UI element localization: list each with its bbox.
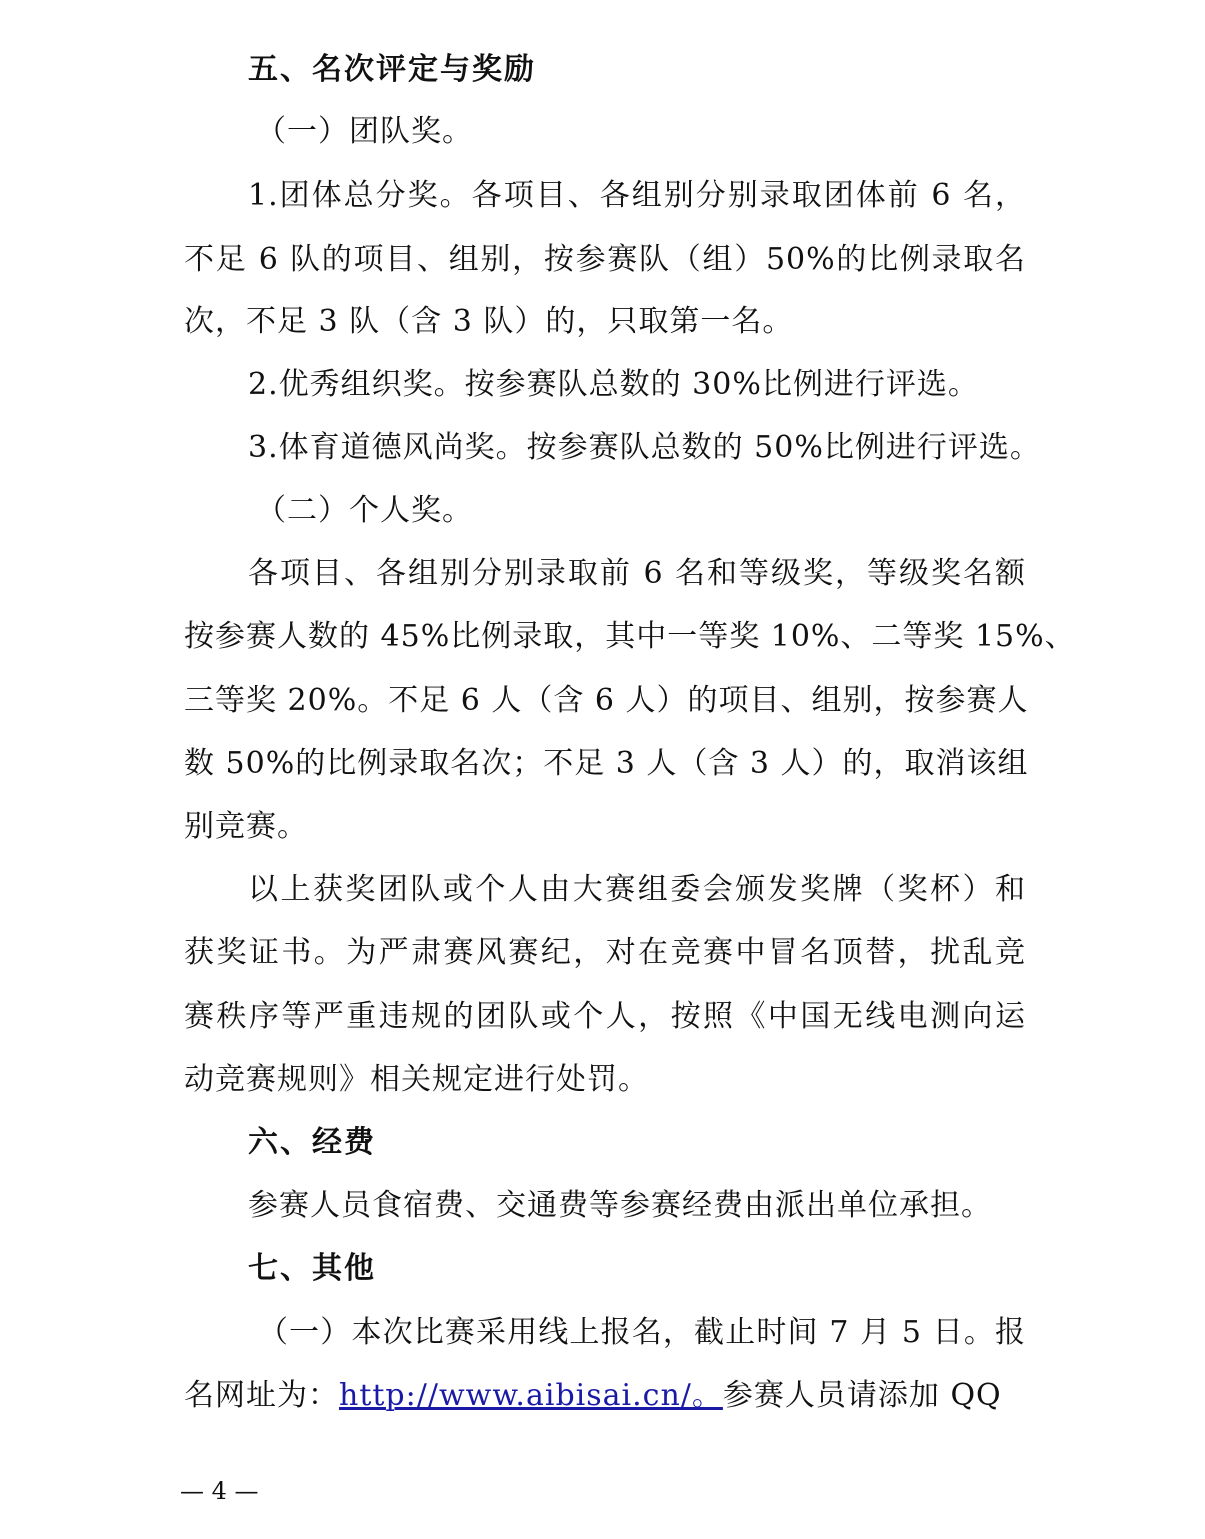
award-paragraph-line3: 赛秩序等严重违规的团队或个人，按照《中国无线电测向运: [184, 999, 1026, 1034]
funding-paragraph: 参赛人员食宿费、交通费等参赛经费由派出单位承担。: [248, 1188, 992, 1223]
team-award-heading: （一）团队奖。: [256, 114, 473, 149]
individual-award-line5: 别竞赛。: [184, 809, 308, 844]
team-award-p1-line3: 次，不足 3 队（含 3 队）的，只取第一名。: [184, 304, 794, 339]
award-paragraph-line4: 动竞赛规则》相关规定进行处罚。: [184, 1062, 649, 1097]
other-line1: （一）本次比赛采用线上报名，截止时间 7 月 5 日。报: [258, 1315, 1026, 1350]
individual-award-line3: 三等奖 20%。不足 6 人（含 6 人）的项目、组别，按参赛人: [184, 683, 1029, 718]
team-award-p1-line2: 不足 6 队的项目、组别，按参赛队（组）50%的比例录取名: [184, 242, 1026, 277]
team-award-p3: 3.体育道德风尚奖。按参赛队总数的 50%比例进行评选。: [248, 430, 1041, 465]
registration-link[interactable]: http://www.aibisai.cn/。: [339, 1378, 723, 1413]
individual-award-heading: （二）个人奖。: [256, 493, 473, 528]
team-award-p1-line1: 1.团体总分奖。各项目、各组别分别录取团体前 6 名，: [248, 178, 1026, 213]
page-number: — 4 —: [180, 1477, 259, 1505]
individual-award-line4: 数 50%的比例录取名次；不足 3 人（含 3 人）的，取消该组: [184, 746, 1029, 781]
award-paragraph-line2: 获奖证书。为严肃赛风赛纪，对在竞赛中冒名顶替，扰乱竞: [184, 935, 1026, 970]
team-award-p2: 2.优秀组织奖。按参赛队总数的 30%比例进行评选。: [248, 367, 979, 402]
individual-award-line2: 按参赛人数的 45%比例录取，其中一等奖 10%、二等奖 15%、: [184, 619, 1076, 654]
registration-suffix: 参赛人员请添加 QQ: [722, 1378, 1002, 1413]
award-paragraph-line1: 以上获奖团队或个人由大赛组委会颁发奖牌（奖杯）和: [248, 872, 1026, 907]
section-5-heading: 五、名次评定与奖励: [248, 52, 536, 87]
section-6-heading: 六、经费: [248, 1125, 376, 1160]
registration-label: 名网址为：: [184, 1378, 339, 1413]
other-line2: [184, 1376, 1026, 1416]
section-7-heading: 七、其他: [248, 1251, 376, 1286]
individual-award-line1: 各项目、各组别分别录取前 6 名和等级奖，等级奖名额: [248, 556, 1026, 591]
